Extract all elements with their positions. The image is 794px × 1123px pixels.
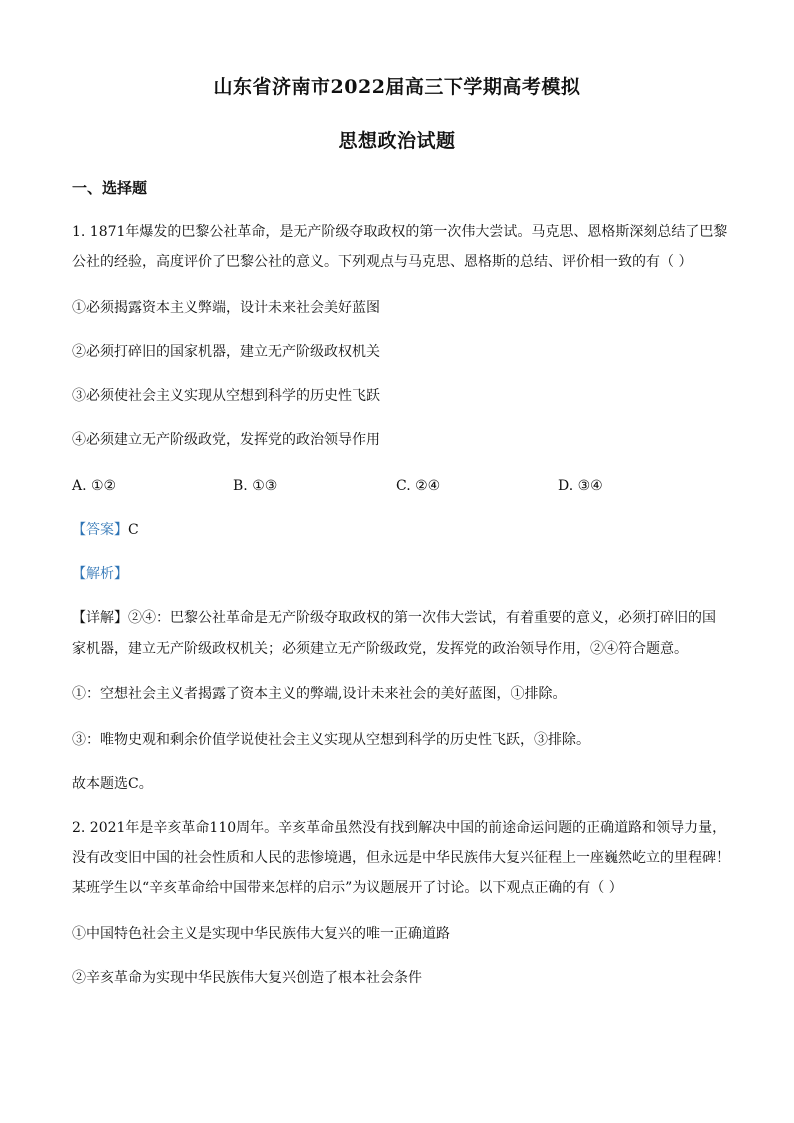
q1-stem-line-1: 1. 1871年爆发的巴黎公社革命，是无产阶级夺取政权的第一次伟大尝试。马克思、恩格斯深刻总结了巴黎 bbox=[72, 224, 728, 240]
q1-answer bbox=[72, 520, 722, 540]
q2-stem-line-3: 某班学生以“辛亥革命给中国带来怎样的启示”为议题展开了讨论。以下观点正确的有（ ） bbox=[72, 880, 623, 896]
q2-stem-line-2: 没有改变旧中国的社会性质和人民的悲惨境遇，但永远是中华民族伟大复兴征程上一座巍然屹立的里程碑！ bbox=[72, 850, 730, 866]
q1-conclusion: 故本题选C。 bbox=[72, 776, 153, 792]
q1-note-1: ①：空想社会主义者揭露了资本主义的弊端,设计未来社会的美好蓝图，①排除。 bbox=[72, 686, 567, 702]
q1-detail-line-1 bbox=[72, 608, 722, 628]
q2-stem-line-1: 2. 2021年是辛亥革命110周年。辛亥革命虽然没有找到解决中国的前途命运问题的正确道路和领导力量， bbox=[72, 820, 727, 836]
q1-option-a: A. ①② bbox=[72, 478, 117, 494]
detail-tag: 【详解】 bbox=[72, 610, 128, 626]
q1-item-1: ①必须揭露资本主义弊端，设计未来社会美好蓝图 bbox=[72, 300, 380, 316]
answer-tag: 【答案】 bbox=[72, 522, 128, 538]
q1-item-2: ②必须打碎旧的国家机器，建立无产阶级政权机关 bbox=[72, 344, 380, 360]
section-heading: 一、选择题 bbox=[72, 179, 148, 197]
q1-note-2: ③：唯物史观和剩余价值学说使社会主义实现从空想到科学的历史性飞跃，③排除。 bbox=[72, 732, 590, 748]
q1-item-3: ③必须使社会主义实现从空想到科学的历史性飞跃 bbox=[72, 388, 380, 404]
q1-item-4: ④必须建立无产阶级政党，发挥党的政治领导作用 bbox=[72, 432, 380, 448]
q1-option-b: B. ①③ bbox=[233, 478, 278, 494]
q1-analysis-heading bbox=[72, 564, 722, 584]
answer-value: C bbox=[128, 522, 139, 538]
document-title: 山东省济南市2022届高三下学期高考模拟 bbox=[213, 76, 581, 98]
q1-option-d: D. ③④ bbox=[558, 478, 603, 494]
q1-stem-line-2: 公社的经验，高度评价了巴黎公社的意义。下列观点与马克思、恩格斯的总结、评价相一致的有（ ） bbox=[72, 254, 693, 270]
detail-text-1: ②④：巴黎公社革命是无产阶级夺取政权的第一次伟大尝试，有着重要的意义，必须打碎旧的国 bbox=[128, 610, 716, 626]
q2-item-2: ②辛亥革命为实现中华民族伟大复兴创造了根本社会条件 bbox=[72, 970, 422, 986]
q1-option-c: C. ②④ bbox=[396, 478, 441, 494]
q1-detail-line-2: 家机器，建立无产阶级政权机关；必须建立无产阶级政党，发挥党的政治领导作用，②④符合题意。 bbox=[72, 641, 688, 657]
document-subtitle: 思想政治试题 bbox=[338, 130, 456, 152]
analysis-tag: 【解析】 bbox=[72, 566, 128, 582]
q2-item-1: ①中国特色社会主义是实现中华民族伟大复兴的唯一正确道路 bbox=[72, 926, 450, 942]
